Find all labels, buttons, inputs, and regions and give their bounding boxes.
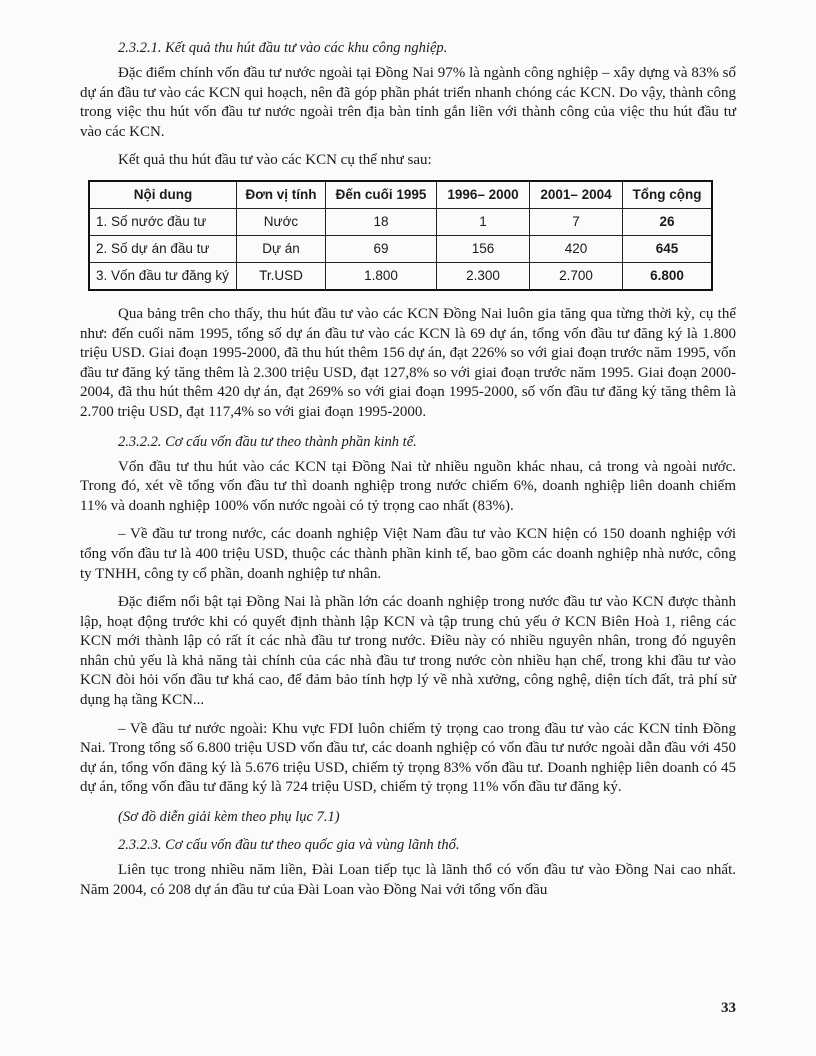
table-cell: Tr.USD xyxy=(237,262,326,290)
table-row xyxy=(89,208,712,235)
table-cell: 1 xyxy=(437,208,530,235)
paragraph: Đặc điểm nổi bật tại Đồng Nai là phần lớn các doanh nghiệp trong nước đầu tư vào KCN được thành lập, hoạt động trước khi có quyết định thành lập KCN và tập trung chủ yếu ở KCN Biên Hoà 1, riêng các KCN mới thành lập có rất ít các nhà đầu tư trong nước. Điều này có nhiều nguyên nhân, trong đó nguyên nhân chủ yếu là khả năng tài chính của các nhà đầu tư trong nước còn nhiều hạn chế, trong khi đầu tư vào KCN đòi hỏi vốn đầu tư khá cao, để đảm bảo tính hợp lý về nhà xưởng, công nghệ, diện tích đất, trả phí sử dụng hạ tầng KCN... xyxy=(80,594,736,709)
paragraph: Kết quả thu hút đầu tư vào các KCN cụ thể như sau: xyxy=(118,152,432,169)
table-cell: 18 xyxy=(326,208,437,235)
table-cell: Dự án xyxy=(237,235,326,262)
table-cell: 156 xyxy=(437,235,530,262)
page-content xyxy=(80,38,736,909)
table-header-cell: Đến cuối 1995 xyxy=(326,181,437,209)
paragraph: Đặc điểm chính vốn đầu tư nước ngoài tại Đồng Nai 97% là ngành công nghiệp – xây dựng và 83% số dự án đầu tư vào các KCN qui hoạch, nên đã góp phần phát triển nhanh chóng các KCN. Do vậy, thành công trong việc thu hút vốn đầu tư nước ngoài trên địa bàn tỉnh gắn liền với thành công của việc thu hút đầu tư vào các KCN. xyxy=(80,65,736,140)
results-table xyxy=(88,180,713,291)
section-heading-2322: 2.3.2.2. Cơ cấu vốn đầu tư theo thành phần kinh tế. xyxy=(118,433,417,450)
table-cell: 3. Vốn đầu tư đăng ký xyxy=(89,262,237,290)
table-cell-total: 645 xyxy=(623,235,713,262)
table-header-row xyxy=(89,181,712,209)
table-cell: 2.300 xyxy=(437,262,530,290)
table-cell-total: 26 xyxy=(623,208,713,235)
section-heading-2321: 2.3.2.1. Kết quả thu hút đầu tư vào các khu công nghiệp. xyxy=(118,40,448,56)
table-header-cell: 1996– 2000 xyxy=(437,181,530,209)
paragraph: – Về đầu tư nước ngoài: Khu vực FDI luôn chiếm tỷ trọng cao trong đầu tư vào các KCN tỉnh Đồng Nai. Trong tổng số 6.800 triệu USD vốn đầu tư, các doanh nghiệp có vốn đầu tư nước ngoài dẫn đầu với 450 dự án, tổng vốn đăng ký là 5.676 triệu USD, chiếm tỷ trọng 83% vốn đầu tư. Doanh nghiệp liên doanh có 45 dự án, tổng vốn đầu tư đăng ký là 724 triệu USD, chiếm tỷ trọng 11% vốn đầu tư đăng ký. xyxy=(80,720,736,796)
paragraph: Liên tục trong nhiều năm liền, Đài Loan tiếp tục là lãnh thổ có vốn đầu tư vào Đồng Nai cao nhất. Năm 2004, có 208 dự án đầu tư của Đài Loan vào Đồng Nai với tổng vốn đầu xyxy=(80,862,736,898)
table-header-cell: Đơn vị tính xyxy=(237,181,326,209)
page-number: 33 xyxy=(721,1000,736,1016)
table-header-cell: Nội dung xyxy=(89,181,237,209)
table-cell: 2.700 xyxy=(530,262,623,290)
table-cell: 7 xyxy=(530,208,623,235)
table-header-cell: 2001– 2004 xyxy=(530,181,623,209)
table-cell-total: 6.800 xyxy=(623,262,713,290)
appendix-note: (Sơ đồ diễn giải kèm theo phụ lục 7.1) xyxy=(118,809,340,826)
table-cell: 420 xyxy=(530,235,623,262)
table-cell: 69 xyxy=(326,235,437,262)
paragraph: Qua bảng trên cho thấy, thu hút đầu tư vào các KCN Đồng Nai luôn gia tăng qua từng thời kỳ, cụ thể như: đến cuối năm 1995, tổng số dự án đầu tư vào các KCN là 69 dự án, tổng vốn đầu tư đăng ký là 1.800 triệu USD. Giai đoạn 1995-2000, đã thu hút thêm 156 dự án, đạt 226% so với giai đoạn trước năm 1995, vốn đầu tư đăng ký tăng thêm là 2.300 triệu USD, đạt 127,8% so với giai đoạn trước năm 1995. Giai đoạn 2000-2004, đã thu hút thêm 420 dự án, đạt 269% so với giai đoạn 1995-2000, số vốn đầu tư đăng ký tăng thêm là 2.700 triệu USD, đạt 117,4% so với giai đoạn 1995-2000. xyxy=(80,305,736,420)
section-heading-2323: 2.3.2.3. Cơ cấu vốn đầu tư theo quốc gia và vùng lãnh thổ. xyxy=(118,837,460,854)
table-cell: Nước xyxy=(237,208,326,235)
table-row xyxy=(89,235,712,262)
paragraph: Vốn đầu tư thu hút vào các KCN tại Đồng Nai từ nhiều nguồn khác nhau, cả trong và ngoài nước. Trong đó, xét về tổng vốn đầu tư thì doanh nghiệp trong nước chiếm 6%, doanh nghiệp liên doanh chiếm 11% và doanh nghiệp 100% vốn nước ngoài có tỷ trọng cao nhất (83%). xyxy=(80,458,736,514)
table-cell: 1.800 xyxy=(326,262,437,290)
table-row xyxy=(89,262,712,290)
table-cell: 1. Số nước đầu tư xyxy=(89,208,237,235)
table-header-cell: Tổng cộng xyxy=(623,181,713,209)
paragraph: – Về đầu tư trong nước, các doanh nghiệp Việt Nam đầu tư vào KCN hiện có 150 doanh nghiệp với tổng vốn đầu tư là 400 triệu USD, thuộc các thành phần kinh tế, bao gồm các doanh nghiệp nhà nước, công ty TNHH, công ty cổ phần, doanh nghiệp tư nhân. xyxy=(80,526,736,582)
table-cell: 2. Số dự án đầu tư xyxy=(89,235,237,262)
